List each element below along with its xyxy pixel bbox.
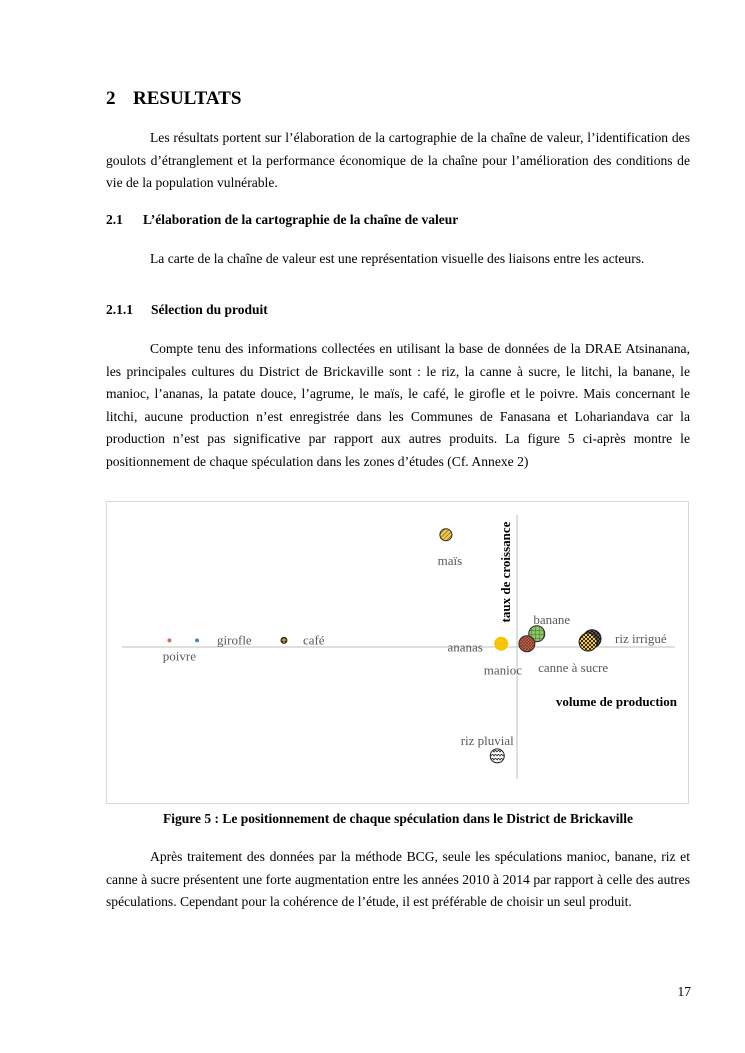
subsection-number: 2.1: [106, 212, 123, 227]
label-manioc: manioc: [483, 662, 523, 678]
label-banane: banane: [533, 611, 571, 627]
y-axis-title: taux de croissance: [498, 521, 513, 623]
label-riz-pluvial: riz pluvial: [460, 732, 514, 748]
selection-paragraph: Compte tenu des informations collectées en utilisant la base de données de la DRAE Atsinanana, les principales cultures du District de Brickaville sont : le riz, la canne à sucre, le litchi, la banane, le manioc, l’ananas, la patate douce, l’agrume, le maïs, le café, le girofle et le poivre. Mais concernant le litchi, aucune production n’est enregistrée dans les Communes de Fanasana et Lohariandava car la production n’est pas significative par rapport aux autres produits. La figure 5 ci-après montre le positionnement de chaque spéculation dans les zones d’études (Cf. Annexe 2): [106, 341, 690, 469]
subsection-heading: [106, 212, 458, 228]
point-mais: [440, 529, 452, 541]
subsection-paragraph: La carte de la chaîne de valeur est une représentation visuelle des liaisons entre les acteurs.: [150, 251, 645, 266]
section-number: 2: [106, 88, 116, 109]
label-poivre: poivre: [162, 648, 197, 664]
point-cafe: [281, 637, 287, 643]
label-cafe: café: [302, 632, 325, 648]
point-canne-a-sucre: [579, 633, 597, 651]
scatter-chart: [107, 502, 688, 803]
label-canne-a-sucre: canne à sucre: [538, 660, 609, 676]
subsubsection-title: Sélection du produit: [151, 302, 268, 317]
page-number: 17: [677, 984, 691, 999]
point-ananas: [494, 637, 508, 651]
section-title: RESULTATS: [133, 88, 242, 109]
point-poivre: [167, 638, 171, 642]
subsubsection-number: 2.1.1: [106, 302, 133, 317]
point-manioc: [519, 636, 535, 652]
label-mais: maïs: [437, 552, 463, 568]
subsection-title: L’élaboration de la cartographie de la chaîne de valeur: [143, 212, 459, 227]
subsubsection-heading: [106, 302, 268, 318]
conclusion-paragraph: Après traitement des données par la méthode BCG, seule les spéculations manioc, banane, riz et canne à sucre présentent une forte augmentation entre les années 2010 à 2014 par rapport à celle des autres spéculations. Cependant pour la cohérence de l’étude, il est préférable de choisir un seul produit.: [106, 849, 690, 909]
section-heading: [106, 88, 241, 110]
label-ananas: ananas: [447, 639, 483, 655]
figure-5-chart-frame: [106, 501, 689, 804]
intro-paragraph: Les résultats portent sur l’élaboration de la cartographie de la chaîne de valeur, l’identification des goulots d’étranglement et la performance économique de la chaîne pour l’amélioration des conditions de vie de la population vulnérable.: [106, 130, 690, 190]
label-riz-irrigue: riz irrigué: [615, 630, 667, 646]
point-girofle: [195, 638, 199, 642]
x-axis-title: volume de production: [555, 694, 677, 709]
point-riz-pluvial: [490, 749, 504, 763]
label-girofle: girofle: [217, 632, 252, 648]
figure-caption: Figure 5 : Le positionnement de chaque spéculation dans le District de Brickaville: [163, 811, 633, 826]
